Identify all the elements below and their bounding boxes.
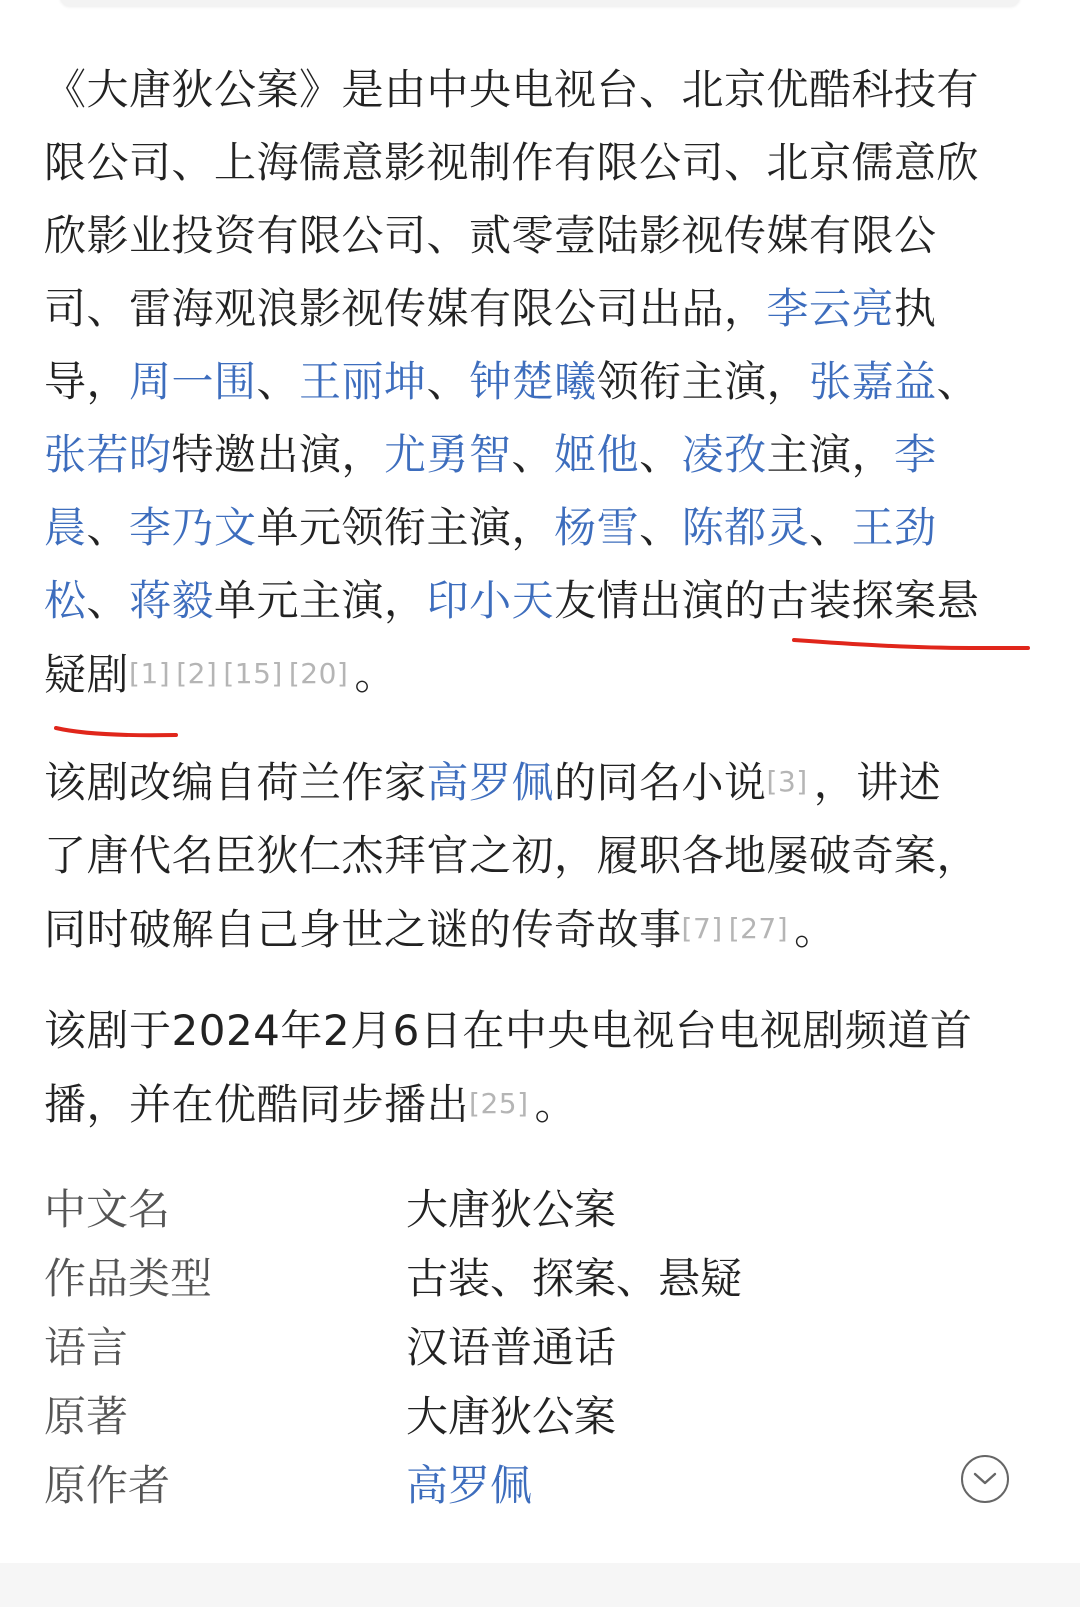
reference-link[interactable]: [25] bbox=[469, 1087, 529, 1120]
actor-link[interactable]: 姬他 bbox=[554, 430, 640, 479]
info-label: 语言 bbox=[44, 1322, 129, 1372]
info-value: 汉语普通话 bbox=[406, 1322, 617, 1372]
separator: 、 bbox=[639, 503, 682, 552]
broadcast-text: 播，并在优酷同步播出 bbox=[44, 1080, 470, 1129]
broadcast-text: 该剧于2024年2月6日在中央电视台电视剧频道首 bbox=[44, 1006, 973, 1055]
intro-line-1 bbox=[44, 53, 979, 126]
info-value: 大唐狄公案 bbox=[406, 1391, 617, 1441]
reference-link[interactable]: [7] bbox=[681, 912, 723, 945]
actor-link[interactable]: 周一围 bbox=[129, 357, 257, 406]
actor-link[interactable]: 印小天 bbox=[426, 576, 555, 625]
intro-text: 导， bbox=[44, 357, 130, 406]
intro-line-5 bbox=[44, 345, 979, 418]
red-underline-stroke bbox=[56, 728, 176, 735]
plot-text: 了唐代名臣狄仁杰拜官之初，履职各地屡破奇案， bbox=[44, 831, 980, 880]
plot-paragraph bbox=[44, 745, 979, 966]
plot-line-2 bbox=[44, 819, 979, 892]
intro-text: 。 bbox=[354, 650, 397, 699]
expand-button[interactable] bbox=[961, 1455, 1009, 1503]
basic-info-table bbox=[44, 1172, 1034, 1517]
info-label: 原著 bbox=[44, 1391, 129, 1441]
actor-link[interactable]: 蒋毅 bbox=[129, 576, 215, 625]
info-row-genre bbox=[44, 1241, 1034, 1310]
separator: 、 bbox=[86, 576, 130, 625]
intro-text: 友情出演的古装探案悬 bbox=[554, 576, 980, 625]
info-value: 大唐狄公案 bbox=[406, 1184, 617, 1234]
actor-link[interactable]: 王劲 bbox=[851, 503, 937, 552]
broadcast-line-2 bbox=[44, 1067, 972, 1141]
broadcast-line-1 bbox=[44, 994, 972, 1067]
actor-link[interactable]: 尤勇智 bbox=[384, 430, 512, 479]
plot-line-3 bbox=[44, 892, 979, 966]
info-label: 作品类型 bbox=[44, 1253, 213, 1303]
intro-text: 司、雷海观浪影视传媒有限公司出品， bbox=[44, 284, 767, 333]
plot-text: 该剧改编自荷兰作家 bbox=[44, 758, 427, 807]
plot-text: 。 bbox=[794, 905, 837, 954]
info-label: 中文名 bbox=[44, 1184, 171, 1234]
separator: 、 bbox=[809, 503, 852, 552]
plot-text: ，讲述 bbox=[813, 758, 942, 807]
reference-link[interactable]: [1] bbox=[129, 657, 171, 690]
intro-text: 执 bbox=[894, 284, 937, 333]
intro-line-4 bbox=[44, 272, 979, 345]
author-link[interactable]: 高罗佩 bbox=[426, 758, 555, 807]
actor-link[interactable]: 陈都灵 bbox=[681, 503, 810, 552]
intro-line-6 bbox=[44, 418, 979, 491]
actor-link[interactable]: 李 bbox=[894, 430, 937, 479]
intro-text: 单元领衔主演， bbox=[256, 503, 555, 552]
info-value: 古装、探案、悬疑 bbox=[406, 1253, 743, 1303]
info-row-original-author bbox=[44, 1448, 1034, 1517]
intro-text: 主演， bbox=[766, 430, 895, 479]
actor-link[interactable]: 松 bbox=[44, 576, 87, 625]
intro-text: 欣影业投资有限公司、贰零壹陆影视传媒有限公 bbox=[44, 211, 937, 260]
plot-line-1 bbox=[44, 745, 979, 819]
director-link[interactable]: 李云亮 bbox=[766, 284, 895, 333]
separator: 、 bbox=[426, 357, 470, 406]
info-label: 原作者 bbox=[44, 1460, 171, 1510]
red-underline-annotation bbox=[52, 722, 182, 746]
intro-line-3 bbox=[44, 199, 979, 272]
previous-card-edge bbox=[60, 0, 1020, 6]
reference-link[interactable]: [2] bbox=[176, 657, 218, 690]
plot-text: 同时破解自己身世之谜的传奇故事 bbox=[44, 905, 682, 954]
reference-link[interactable]: [15] bbox=[223, 657, 283, 690]
bottom-section-edge bbox=[0, 1563, 1080, 1607]
separator: 、 bbox=[256, 357, 300, 406]
intro-line-7 bbox=[44, 491, 979, 564]
intro-paragraph bbox=[44, 53, 979, 711]
separator: 、 bbox=[936, 357, 980, 406]
separator: 、 bbox=[511, 430, 555, 479]
actor-link[interactable]: 王丽坤 bbox=[299, 357, 427, 406]
actor-link[interactable]: 杨雪 bbox=[554, 503, 640, 552]
plot-text: 的同名小说 bbox=[554, 758, 767, 807]
separator: 、 bbox=[639, 430, 682, 479]
intro-text: 疑剧 bbox=[44, 650, 130, 699]
intro-line-2 bbox=[44, 126, 979, 199]
chevron-down-icon bbox=[972, 1471, 998, 1487]
reference-link[interactable]: [20] bbox=[288, 657, 349, 690]
intro-line-9 bbox=[44, 637, 979, 711]
intro-text: 特邀出演， bbox=[171, 430, 385, 479]
actor-link[interactable]: 张若昀 bbox=[44, 430, 172, 479]
broadcast-text: 。 bbox=[534, 1080, 578, 1129]
reference-link[interactable]: [3] bbox=[766, 765, 808, 798]
separator: 、 bbox=[86, 503, 130, 552]
info-row-language bbox=[44, 1310, 1034, 1379]
original-author-link[interactable]: 高罗佩 bbox=[406, 1460, 533, 1510]
info-row-original-work bbox=[44, 1379, 1034, 1448]
intro-text: 单元主演， bbox=[214, 576, 427, 625]
intro-text: 领衔主演， bbox=[596, 357, 810, 406]
broadcast-paragraph bbox=[44, 994, 972, 1141]
actor-link[interactable]: 钟楚曦 bbox=[469, 357, 597, 406]
actor-link[interactable]: 凌孜 bbox=[681, 430, 767, 479]
actor-link[interactable]: 晨 bbox=[44, 503, 87, 552]
actor-link[interactable]: 李乃文 bbox=[129, 503, 257, 552]
intro-text: 《大唐狄公案》是由中央电视台、北京优酷科技有 bbox=[44, 65, 980, 114]
intro-text: 限公司、上海儒意影视制作有限公司、北京儒意欣 bbox=[44, 138, 980, 187]
intro-line-8 bbox=[44, 564, 979, 637]
info-row-chinese-name bbox=[44, 1172, 1034, 1241]
actor-link[interactable]: 张嘉益 bbox=[809, 357, 937, 406]
reference-link[interactable]: [27] bbox=[728, 912, 789, 945]
